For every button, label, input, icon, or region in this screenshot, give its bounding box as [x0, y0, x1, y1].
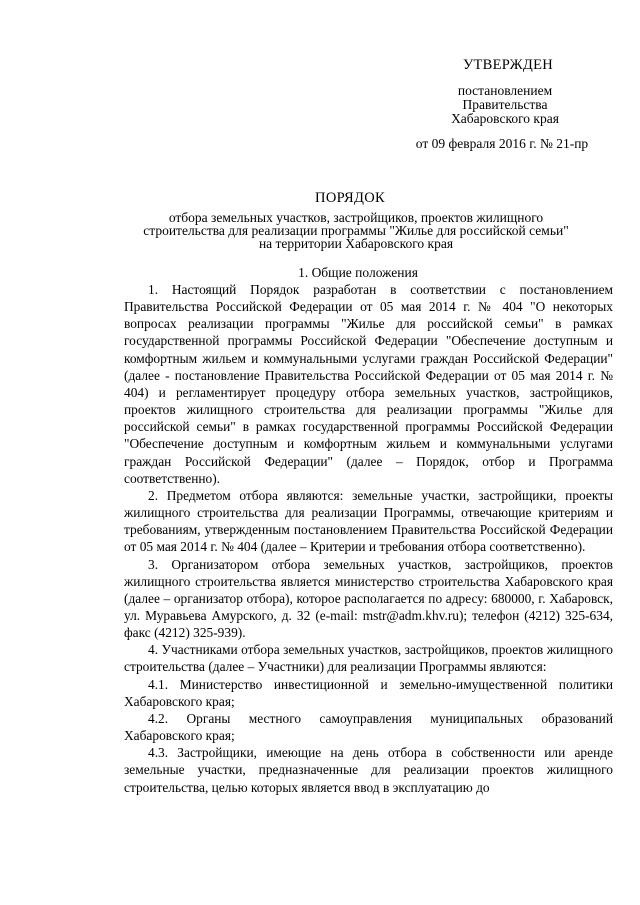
paragraph-3: 3. Организатором отбора земельных участков, застройщиков, проектов жилищного строительства является министерство строительства Хабаровского края (далее – организатор отбора), которое располагается по адресу: 680000, г. Хабаровск, ул. Муравьева Амурского, д. 32 (e-mail: mstr@adm.khv.ru); телефон (4212) 325-634, факс (4212) 325-939).	[124, 556, 613, 641]
approval-line: постановлением	[457, 83, 553, 98]
approval-block	[400, 58, 610, 151]
section-heading: 1. Общие положения	[298, 265, 418, 280]
paragraph-2: 2. Предметом отбора являются: земельные участки, застройщики, проекты жилищного строительства для реализации Программы, отвечающие критериям и требованиям, утвержденным постановлением Правительства Российской Федерации от 05 мая 2014 г. № 404 (далее – Критерии и требования отбора соответственно).	[124, 487, 613, 555]
paragraph-1: 1. Настоящий Порядок разработан в соответствии с постановлением Правительства Российской Федерации от 05 мая 2014 г. № 404 "О некоторых вопросах реализации программы "Жилье для российской семьи" в рамках государственной программы Российской Федерации "Обеспечение доступным и комфортным жильем и коммунальными услугами граждан Российской Федерации" (далее - постановление Правительства Российской Федерации от 05 мая 2014 г. № 404) и регламентирует процедуру отбора земельных участков, застройщиков, проектов жилищного строительства для реализации программы "Жилье для российской семьи" в рамках государственной программы Российской Федерации "Обеспечение доступным и комфортным жильем и коммунальными услугами граждан Российской Федерации" (далее – Порядок, отбор и Программа соответственно).	[124, 282, 613, 486]
paragraph-4-2: 4.2. Органы местного самоуправления муниципальных образований Хабаровского края;	[124, 710, 613, 744]
paragraph-4: 4. Участниками отбора земельных участков, застройщиков, проектов жилищного строительства (далее – Участники) для реализации Программы являются:	[124, 642, 613, 675]
approval-line: Правительства	[462, 97, 548, 112]
paragraph-4-3: 4.3. Застройщики, имеющие на день отбора в собственности или аренде земельные участки, предназначенные для реализации проектов жилищного строительства, целью которых является ввод в эксплуатацию до	[124, 745, 613, 795]
approval-line: Хабаровского края	[451, 111, 559, 126]
approval-date: от 09 февраля 2016 г. № 21-пр	[415, 136, 589, 151]
document-body	[124, 281, 613, 796]
document-title: ПОРЯДОК	[315, 190, 385, 206]
document-subtitle: отбора земельных участков, застройщиков, проектов жилищного строительства для реализации программы "Жилье для российской семьи" на территории Хабаровского края	[143, 210, 569, 251]
approval-heading: УТВЕРЖДЕН	[462, 57, 554, 73]
paragraph-4-1: 4.1. Министерство инвестиционной и земельно-имущественной политики Хабаровского края;	[124, 676, 613, 709]
